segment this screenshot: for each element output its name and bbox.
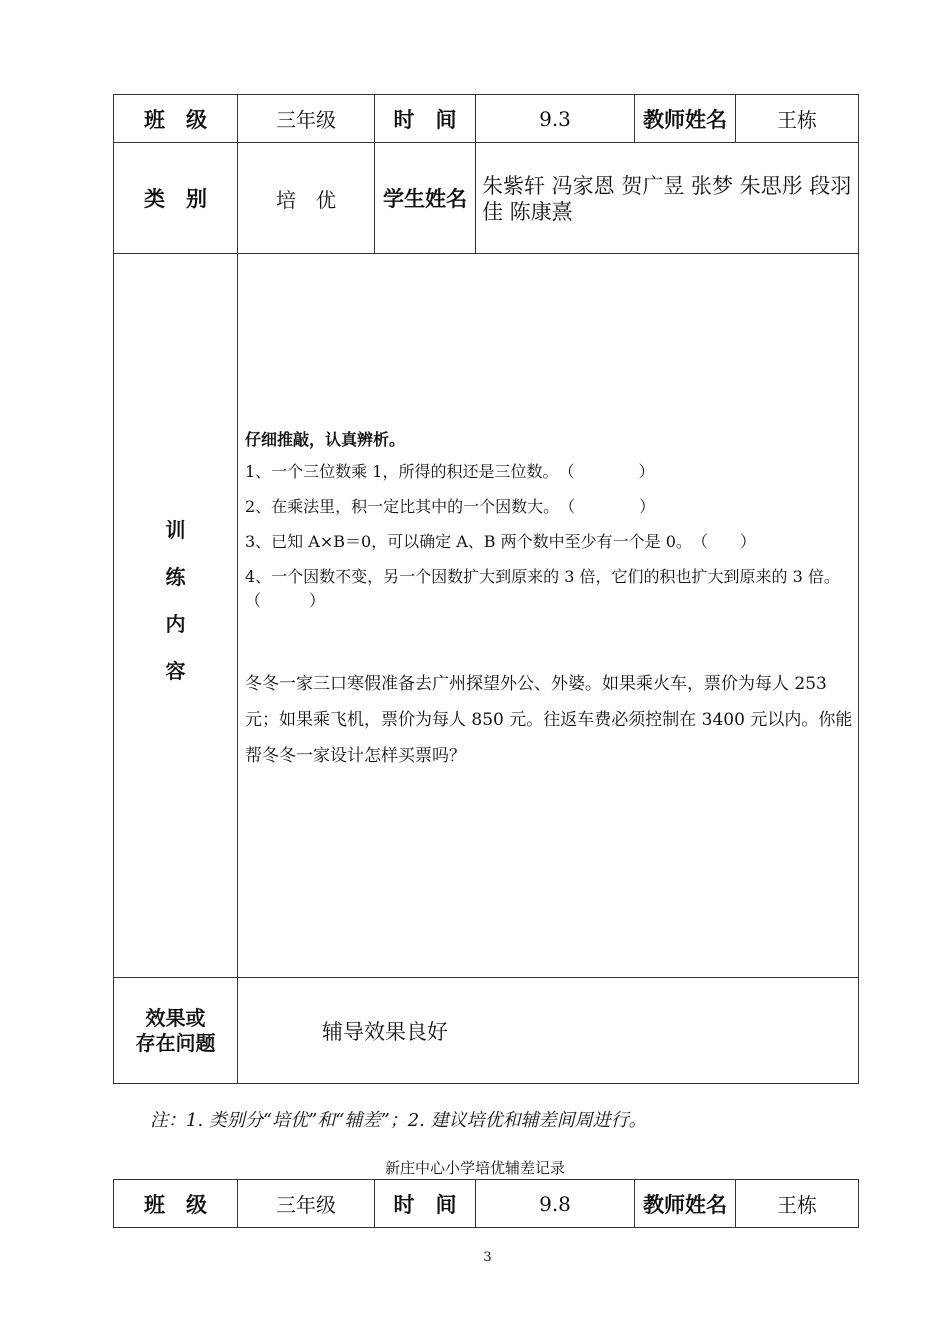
time-value: 9.8	[476, 1180, 635, 1228]
header-row	[114, 95, 859, 143]
effect-label	[114, 978, 238, 1084]
content-label-char: 练	[165, 564, 186, 589]
exercise-item: 2、在乘法里，积一定比其中的一个因数大。 （ ）	[245, 497, 656, 516]
time-label: 时 间	[375, 1180, 476, 1228]
record-table-2	[113, 1179, 859, 1228]
class-value: 三年级	[238, 95, 375, 143]
category-label: 类 别	[114, 143, 238, 254]
content-label-char: 容	[165, 658, 186, 683]
class-label: 班 级	[114, 1180, 238, 1228]
students-value: 朱紫轩 冯家恩 贺广昱 张梦 朱思彤 段羽佳 陈康熹	[476, 143, 859, 254]
effect-value: 辅导效果良好	[238, 978, 859, 1084]
page-number: 3	[483, 1250, 492, 1265]
record-table	[113, 94, 859, 1084]
record-caption: 新庄中心小学培优辅差记录	[384, 1159, 565, 1177]
content-label-char: 训	[165, 517, 186, 542]
content-area	[238, 254, 859, 978]
exercise-item: 4、一个因数不变，另一个因数扩大到原来的 3 倍，它们的积也扩大到原来的 3 倍。 （ ）	[245, 567, 848, 610]
teacher-value: 王栋	[736, 1180, 859, 1228]
effect-label-line: 效果或	[145, 1005, 206, 1030]
exercise-item: 1、一个三位数乘 1，所得的积还是三位数。 （ ）	[245, 462, 655, 481]
content-label-char: 内	[165, 611, 186, 636]
word-problem: 冬冬一家三口寒假准备去广州探望外公、外婆。如果乘火车，票价为每人 253 元；如果乘飞机，票价为每人 850 元。往返车费必须控制在 3400 元以内。你能帮冬冬一家设计怎样买票吗？	[245, 674, 853, 766]
time-label: 时 间	[375, 95, 476, 143]
students-label: 学生姓名	[375, 143, 476, 254]
teacher-label: 教师姓名	[635, 1180, 736, 1228]
header-row	[114, 1180, 859, 1228]
class-label: 班 级	[114, 95, 238, 143]
content-label	[114, 254, 238, 978]
class-value: 三年级	[238, 1180, 375, 1228]
footnote: 注：1. 类别分“培优”和“辅差”；2. 建议培优和辅差间周进行。	[150, 1110, 647, 1131]
exercise-item: 3、已知 A×B＝0，可以确定 A、B 两个数中至少有一个是 0。 （ ）	[245, 532, 756, 551]
teacher-value: 王栋	[736, 95, 859, 143]
effect-label-line: 存在问题	[135, 1030, 216, 1055]
teacher-label: 教师姓名	[635, 95, 736, 143]
content-body	[245, 428, 854, 774]
exercise-title: 仔细推敲，认真辨析。	[245, 430, 406, 449]
effect-row	[114, 978, 859, 1084]
category-row	[114, 143, 859, 254]
category-value: 培 优	[238, 143, 375, 254]
time-value: 9.3	[476, 95, 635, 143]
content-row	[114, 254, 859, 978]
